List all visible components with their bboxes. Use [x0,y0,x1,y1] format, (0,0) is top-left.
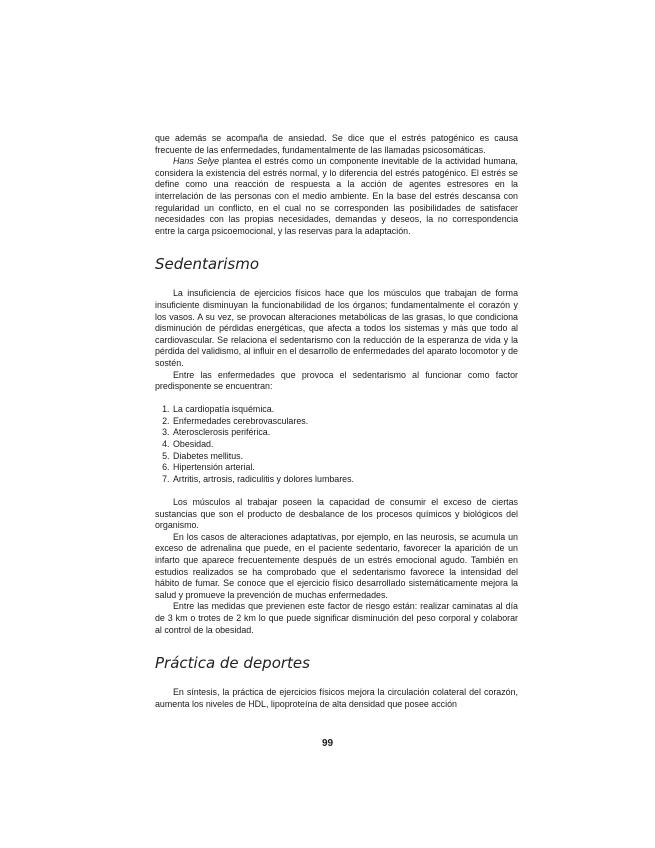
list-item: 4. Obesidad. [172,439,518,451]
intro-paragraph-2-text: plantea el estrés como un componente inevitable de la actividad humana, considera la existencia del estrés normal, y lo diferencia del estrés patogénico. El estrés se define como una reacción de respuesta a la acción de agentes estresores en la interrelación de las personas con el medio ambiente. En la base del estrés descansa con regularidad un conflicto, en el cual no se corresponden las posibilidades de satisfacer necesidades con las propias necesidades, demandas y deseos, la no correspondencia entre la carga psicoemocional, y las reservas para la adaptación. [155,156,518,236]
page-body [155,133,518,710]
list-item: 2. Enfermedades cerebrovasculares. [172,416,518,428]
section-heading-sedentarismo: Sedentarismo [155,255,260,274]
sedentarismo-paragraph-4: En los casos de alteraciones adaptativas, por ejemplo, en las neurosis, se acumula un exceso de adrenalina que puede, en el paciente sedentario, favorecer la aparición de un infarto que aparece frecuentemente después de un estrés emocional agudo. También en estudios realizados se ha comprobado que el sedentarismo favorece la intensidad del hábito de fumar. Se conoce que el ejercicio físico desarrollado sistemáticamente mejora la salud y promueve la prevención de muchas enfermedades. [155,531,518,600]
list-item: 7. Artritis, artrosis, radiculitis y dolores lumbares. [172,474,518,486]
list-item: 6. Hipertensión arterial. [172,462,518,474]
disease-list [155,404,518,485]
spacer [155,485,518,497]
sedentarismo-paragraph-2: Entre las enfermedades que provoca el sedentarismo al funcionar como factor predisponente se encuentran: [155,369,518,392]
section-heading-deportes: Práctica de deportes [155,654,310,673]
list-item: 3. Aterosclerosis periférica. [172,427,518,439]
list-item: 1. La cardiopatía isquémica. [172,404,518,416]
list-item: 5. Diabetes mellitus. [172,451,518,463]
sedentarismo-paragraph-5: Entre las medidas que previenen este factor de riesgo están: realizar caminatas al día de 3 km o trotes de 2 km lo que puede significar disminución del peso corporal y colaborar al control de la obesidad. [155,601,518,635]
page-number: 99 [321,738,334,749]
sedentarismo-paragraph-3: Los músculos al trabajar poseen la capacidad de consumir el exceso de ciertas sustancias que son el producto de desbalance de los procesos químicos y biológicos del organismo. [155,497,518,531]
author-name: Hans Selye [173,156,220,167]
intro-paragraph-2 [155,156,518,237]
intro-paragraph-1: que además se acompaña de ansiedad. Se dice que el estrés patogénico es causa frecuente de las enfermedades, fundamentalmente de las llamadas psicosomáticas. [155,133,518,155]
sedentarismo-paragraph-1: La insuficiencia de ejercicios físicos hace que los músculos que trabajan de forma insuficiente disminuyan la funcionabilidad de los órganos; fundamentalmente el corazón y los vasos. A su vez, se provocan alteraciones metabólicas de las grasas, lo que condiciona disminución de pérdidas energéticas, que afecta a todos los sistemas y más que todo al cardiovascular. Se relaciona el sedentarismo con la reducción de la esperanza de vida y la pérdida del validismo, al influir en el desarrollo de enfermedades del aparato locomotor y de sostén. [155,288,518,368]
deportes-paragraph-1: En síntesis, la práctica de ejercicios físicos mejora la circulación colateral del corazón, aumenta los niveles de HDL, lipoproteína de alta densidad que posee acción [155,687,518,709]
spacer [155,393,518,405]
